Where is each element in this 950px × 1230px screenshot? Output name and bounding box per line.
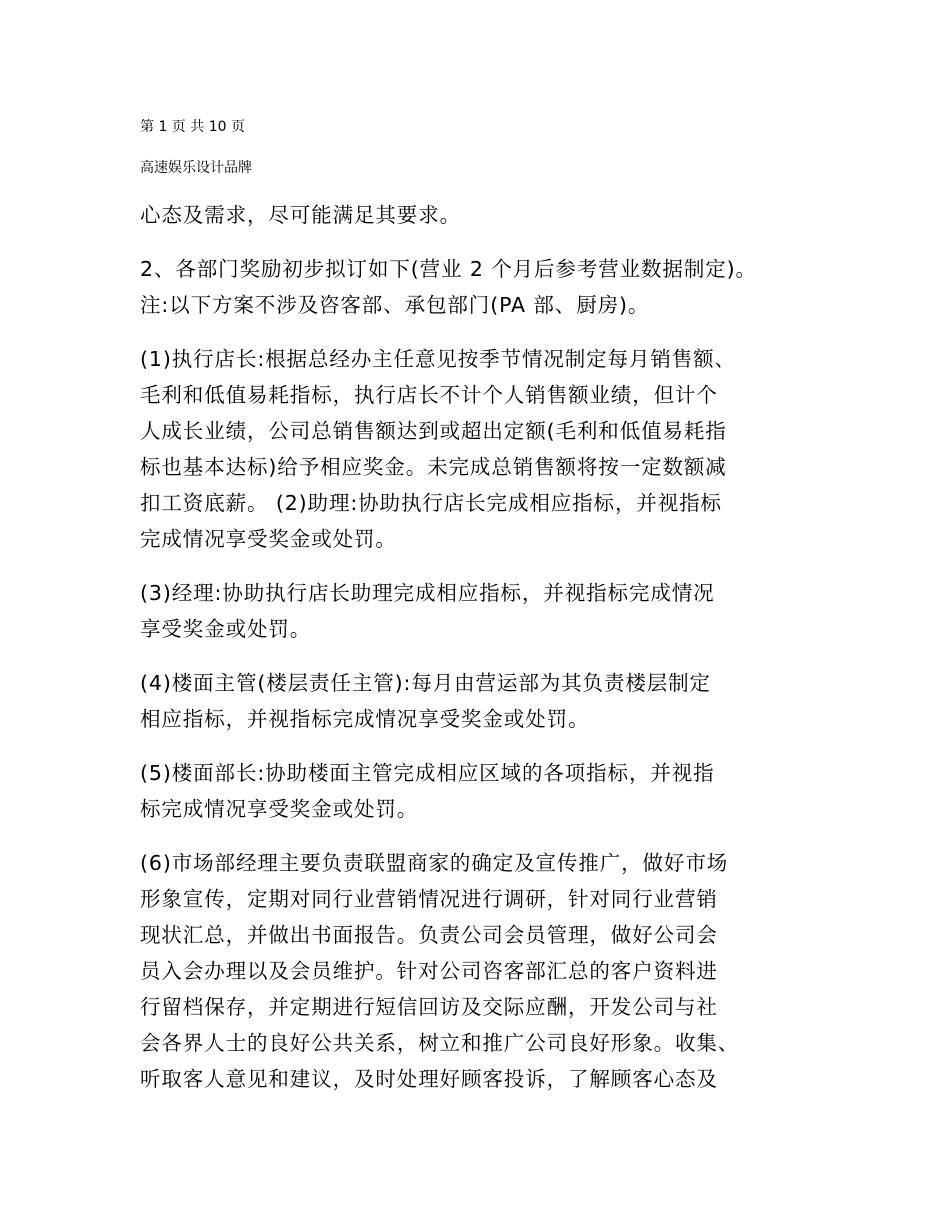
paragraph-gap bbox=[140, 647, 830, 665]
text-line: 标完成情况享受奖金或处罚。 bbox=[140, 797, 419, 821]
text-line: 心态及需求，尽可能满足其要求。 bbox=[140, 203, 461, 227]
text-line: 形象宣传，定期对同行业营销情况进行调研，针对同行业营销 bbox=[140, 887, 718, 911]
paragraph bbox=[140, 341, 830, 557]
text-line: 注:以下方案不涉及咨客部、承包部门(PA 部、厨房)。 bbox=[140, 293, 650, 317]
text-line: 行留档保存，并定期进行短信回访及交际应酬，开发公司与社 bbox=[140, 995, 718, 1019]
document-body bbox=[140, 197, 830, 1097]
text-line: 现状汇总，并做出书面报告。负责公司会员管理，做好公司会 bbox=[140, 923, 718, 947]
paragraph bbox=[140, 665, 830, 737]
text-line: (5)楼面部长:协助楼面主管完成相应区域的各项指标，并视指 bbox=[140, 761, 715, 785]
text-line: 扣工资底薪。 (2)助理:协助执行店长完成相应指标，并视指标 bbox=[140, 491, 722, 515]
text-line: (1)执行店长:根据总经办主任意见按季节情况制定每月销售额、 bbox=[140, 347, 736, 371]
paragraph-gap bbox=[140, 233, 830, 251]
paragraph bbox=[140, 755, 830, 827]
text-line: 听取客人意见和建议，及时处理好顾客投诉，了解顾客心态及 bbox=[140, 1067, 718, 1091]
paragraph-gap bbox=[140, 737, 830, 755]
text-line: 标也基本达标)给予相应奖金。未完成总销售额将按一定数额减 bbox=[140, 455, 727, 479]
paragraph-gap bbox=[140, 827, 830, 845]
page-indicator: 第 1 页 共 10 页 bbox=[140, 119, 245, 135]
text-line: 享受奖金或处罚。 bbox=[140, 617, 312, 641]
paragraph-gap bbox=[140, 557, 830, 575]
text-line: (3)经理:协助执行店长助理完成相应指标，并视指标完成情况 bbox=[140, 581, 715, 605]
text-line: 人成长业绩，公司总销售额达到或超出定额(毛利和低值易耗指 bbox=[140, 419, 727, 443]
text-line: 相应指标，并视指标完成情况享受奖金或处罚。 bbox=[140, 707, 590, 731]
paragraph bbox=[140, 251, 830, 323]
paragraph-gap bbox=[140, 323, 830, 341]
text-line: (6)市场部经理主要负责联盟商家的确定及宣传推广，做好市场 bbox=[140, 851, 729, 875]
text-line: 完成情况享受奖金或处罚。 bbox=[140, 527, 397, 551]
brand-title: 高速娱乐设计品牌 bbox=[140, 160, 252, 176]
paragraph bbox=[140, 845, 830, 1097]
text-line: 毛利和低值易耗指标，执行店长不计个人销售额业绩，但计个 bbox=[140, 383, 718, 407]
text-line: 员入会办理以及会员维护。针对公司咨客部汇总的客户资料进 bbox=[140, 959, 718, 983]
text-line: 会各界人士的良好公共关系，树立和推广公司良好形象。收集、 bbox=[140, 1031, 740, 1055]
paragraph bbox=[140, 197, 830, 233]
text-line: (4)楼面主管(楼层责任主管):每月由营运部为其负责楼层制定 bbox=[140, 671, 711, 695]
paragraph bbox=[140, 575, 830, 647]
text-line: 2、各部门奖励初步拟订如下(营业 2 个月后参考营业数据制定)。 bbox=[140, 257, 757, 281]
